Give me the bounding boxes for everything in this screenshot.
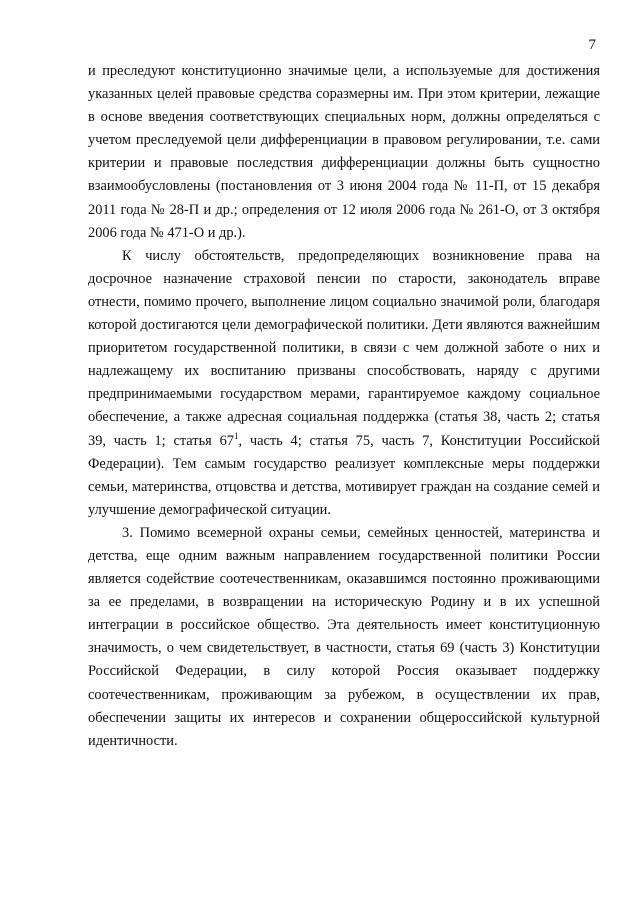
page-number: 7 xyxy=(588,37,596,53)
document-body xyxy=(88,60,600,753)
paragraph-2 xyxy=(88,245,600,522)
paragraph-3: 3. Помимо всемерной охраны семьи, семейных ценностей, материнства и детства, еще одним важным направлением государственной политики России является содействие соотечественникам, оказавшимся постоянно проживающими за ее пределами, в возвращении на историческую Родину и в их успешной интеграции в российское общество. Эта деятельность имеет конституционную значимость, о чем свидетельствует, в частности, статья 69 (часть 3) Конституции Российской Федерации, в силу которой Россия оказывает поддержку соотечественникам, проживающим за рубежом, в осуществлении их прав, обеспечении защиты их интересов и сохранении общероссийской культурной идентичности. xyxy=(88,524,600,749)
paragraph-2-text-a: К числу обстоятельств, предопределяющих возникновение права на досрочное назначение страховой пенсии по старости, законодатель вправе отнести, помимо прочего, выполнение лицом социально значимой роли, благодаря которой достигаются цели демографической политики. Дети являются важнейшим приоритетом государственной политики, в связи с чем должной заботе о них и надлежащему их воспитанию призваны способствовать, наряду с другими предпринимаемыми государством мерами, гарантируемое каждому социальное обеспечение, а также адресная социальная поддержка (статья 38, часть 2; статья 39, часть 1; статья 67 xyxy=(88,247,600,449)
article-superscript: 1 xyxy=(233,430,239,441)
paragraph-2-text-b: , часть 4; статья 75, часть 7, Конституции Российской Федерации). Тем самым государство реализует комплексные меры поддержки семьи, материнства, отцовства и детства, мотивирует граждан на создание семей и улучшение демографической ситуации. xyxy=(88,432,600,518)
paragraph-1: и преследуют конституционно значимые цели, а используемые для достижения указанных целей правовые средства соразмерны им. При этом критерии, лежащие в основе введения соответствующих специальных норм, должны определяться с учетом преследуемой цели дифференциации в правовом регулировании, т.е. сами критерии и правовые последствия дифференциации должны быть сущностно взаимообусловлены (постановления от 3 июня 2004 года № 11-П, от 15 декабря 2011 года № 28-П и др.; определения от 12 июля 2006 года № 261-О, от 3 октября 2006 года № 471-О и др.). xyxy=(88,63,600,241)
